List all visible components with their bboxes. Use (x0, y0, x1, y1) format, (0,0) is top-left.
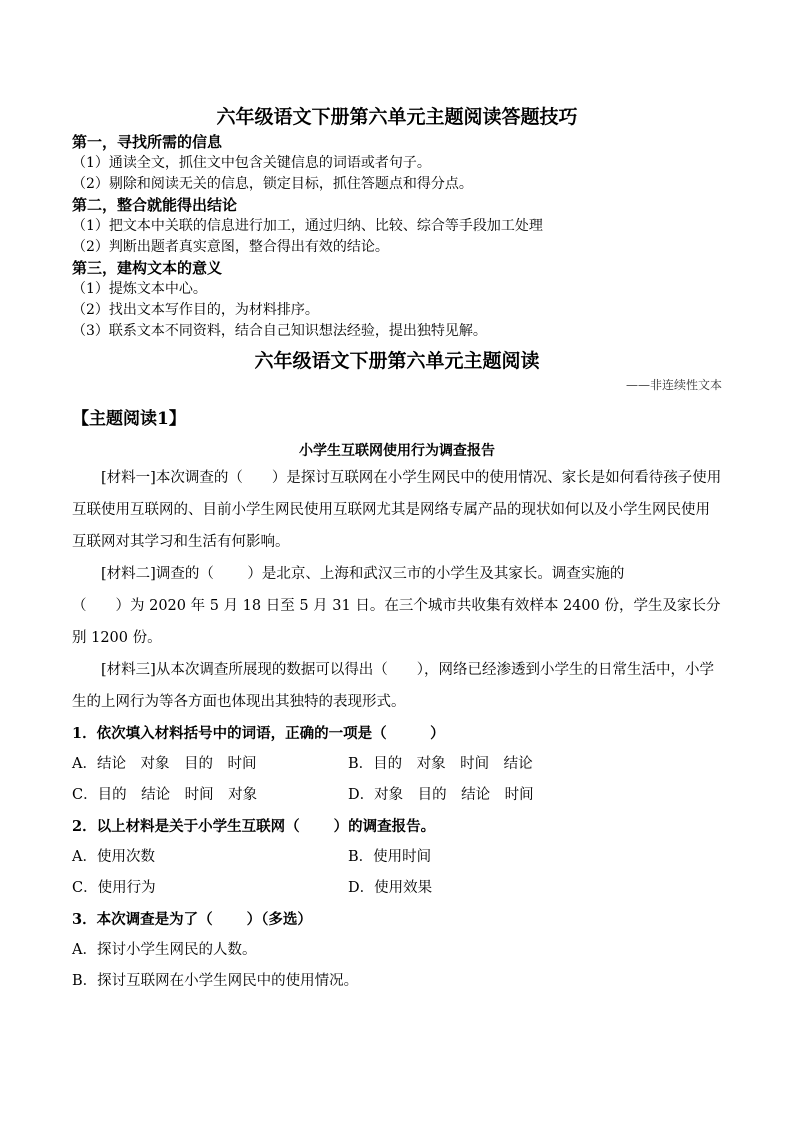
question-1-options-row-2 (72, 780, 722, 811)
tip-item: （1）把文本中关联的信息进行加工，通过归纳、比较、综合等手段加工处理 (72, 218, 543, 234)
option-a: A．结论 对象 目的 时间 (72, 756, 257, 772)
tip-heading-3: 第三，建构文本的意义 (72, 259, 223, 277)
tip-block-3 (72, 258, 722, 342)
option-b: B．探讨互联网在小学生网民中的使用情况。 (72, 973, 359, 989)
question-1-options-row-1 (72, 749, 722, 780)
tip-heading-2: 第二，整合就能得出结论 (72, 196, 238, 214)
material-2-line-1: [材料二]调查的（ ）是北京、上海和武汉三市的小学生及其家长。调查实施的 (101, 566, 625, 582)
question-2-stem: 2．以上材料是关于小学生互联网（ ）的调查报告。 (72, 818, 436, 835)
option-c: C．目的 结论 时间 对象 (72, 787, 258, 803)
option-a: A．使用次数 (72, 849, 155, 865)
tip-item: （3）联系文本不同资料，结合自己知识想法经验，提出独特见解。 (72, 323, 487, 339)
option-a: A．探讨小学生网民的人数。 (72, 942, 257, 958)
question-3-stem: 3．本次调查是为了（ ）（多选） (72, 911, 312, 928)
tip-item: （2）找出文本写作目的，为材料排序。 (72, 302, 319, 318)
option-b: B．使用时间 (348, 849, 432, 865)
tip-item: （2）剔除和阅读无关的信息，锁定目标，抓住答题点和得分点。 (72, 176, 473, 192)
material-1: [材料一]本次调查的（ ）是探讨互联网在小学生网民中的使用情况、家长是如何看待孩子使用互联使用互联网的、目前小学生网民使用互联网尤其是网络专属产品的现状如何以及小学生网民使用互联网对其学习和生活有何影响。 (72, 470, 722, 550)
reading-title: 小学生互联网使用行为调查报告 (299, 443, 495, 459)
question-3-option-b-row (72, 966, 722, 997)
tip-heading-1: 第一，寻找所需的信息 (72, 133, 223, 151)
option-d: D．使用效果 (348, 880, 433, 896)
tip-item: （1）通读全文，抓住文中包含关键信息的词语或者句子。 (72, 155, 431, 171)
material-2-line-2: （ ）为 2020 年 5 月 18 日至 5 月 31 日。在三个城市共收集有效样本 2400 份，学生及家长分别 1200 份。 (72, 598, 721, 646)
option-b: B．目的 对象 时间 结论 (348, 756, 533, 772)
section-heading: 【主题阅读1】 (72, 409, 186, 429)
tip-item: （2）判断出题者真实意图，整合得出有效的结论。 (72, 239, 389, 255)
question-2-options-row-2 (72, 873, 722, 904)
document-title: 六年级语文下册第六单元主题阅读答题技巧 (216, 106, 578, 128)
reading-unit-title: 六年级语文下册第六单元主题阅读 (254, 350, 540, 372)
question-2-options-row-1 (72, 842, 722, 873)
tip-item: （1）提炼文本中心。 (72, 281, 207, 297)
question-3-option-a-row (72, 935, 722, 966)
material-3: [材料三]从本次调查所展现的数据可以得出（ ），网络已经渗透到小学生的日常生活中，小学生的上网行为等各方面也体现出其独特的表现形式。 (72, 662, 715, 710)
option-d: D．对象 目的 结论 时间 (348, 787, 534, 803)
tip-block-2 (72, 195, 722, 258)
tip-block-1 (72, 132, 722, 195)
document-page (72, 104, 722, 997)
option-c: C．使用行为 (72, 880, 156, 896)
reading-unit-subtitle: ——非连续性文本 (625, 378, 722, 392)
question-1-stem: 1．依次填入材料括号中的词语，正确的一项是（ ） (72, 725, 445, 742)
